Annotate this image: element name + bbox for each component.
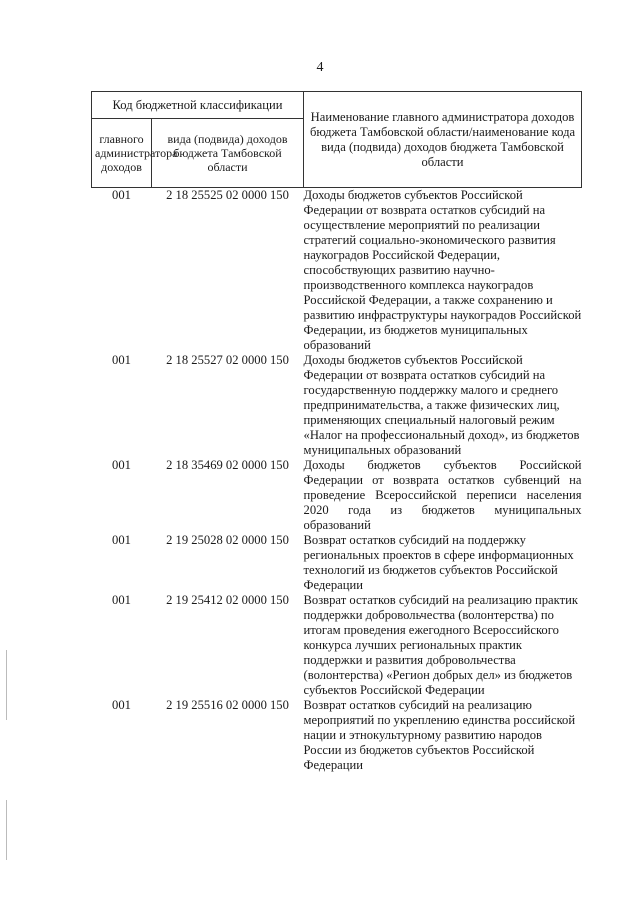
- header-budget-classification-code: Код бюджетной классификации: [92, 92, 304, 119]
- page-number: 4: [316, 60, 324, 75]
- binder-edge-line: [6, 800, 7, 860]
- admin-code-cell: 001: [112, 188, 131, 202]
- revenue-code-cell: 2 18 25525 02 0000 150: [166, 188, 289, 202]
- admin-code-cell: 001: [112, 698, 131, 712]
- revenue-name-cell: Возврат остатков субсидий на поддержку региональных проектов в сфере информационных технологий из бюджетов субъектов Российской Федерации: [303, 533, 574, 592]
- revenue-code-cell: 2 18 25527 02 0000 150: [166, 353, 289, 367]
- revenue-code-cell: 2 18 35469 02 0000 150: [166, 458, 289, 472]
- binder-edge-line: [6, 650, 7, 720]
- revenue-name-cell: Доходы бюджетов субъектов Российской Федерации от возврата остатков субсидий на осуществление мероприятий по реализации стратегий социально-экономического развития наукоградов Российской Федерации, способствующих развитию научно-производственного комплекса наукоградов Российской Федерации, а также сохранению и развитию инфраструктуры наукоградов Российской Федерации, из бюджетов муниципальных образований: [303, 188, 582, 352]
- table-row: [92, 353, 582, 458]
- revenue-code-cell: 2 19 25412 02 0000 150: [166, 593, 289, 607]
- table-row: [92, 698, 582, 773]
- revenue-name-cell: Возврат остатков субсидий на реализацию мероприятий по укреплению единства российской нации и этнокультурному развитию народов России из бюджетов субъектов Российской Федерации: [303, 698, 576, 772]
- admin-code-cell: 001: [112, 353, 131, 367]
- revenue-name-cell: Доходы бюджетов субъектов Российской Федерации от возврата остатков субсидий на государственную поддержку малого и среднего предпринимательства, а также физических лиц, применяющих специальный налоговый режим «Налог на профессиональный доход», из бюджетов муниципальных образований: [303, 353, 580, 457]
- admin-code-cell: 001: [112, 533, 131, 547]
- table-row: [92, 458, 582, 533]
- table-header: [92, 92, 582, 188]
- admin-code-cell: 001: [112, 593, 131, 607]
- table-row: [92, 533, 582, 593]
- revenue-name-cell: Доходы бюджетов субъектов Российской Федерации от возврата остатков субвенций на проведение Всероссийской переписи населения 2020 года из бюджетов муниципальных образований: [303, 458, 582, 532]
- revenue-name-cell: Возврат остатков субсидий на реализацию практик поддержки добровольчества (волонтерства) по итогам проведения ежегодного Всероссийского конкурса лучших региональных практик поддержки и развития добровольчества (волонтерства) «Регион добрых дел» из бюджетов субъектов Российской Федерации: [303, 593, 578, 697]
- revenue-code-cell: 2 19 25028 02 0000 150: [166, 533, 289, 547]
- header-chief-administrator: главного администратора доходов: [92, 119, 152, 188]
- budget-classification-table: [91, 91, 582, 773]
- admin-code-cell: 001: [112, 458, 131, 472]
- table-body: [92, 188, 582, 774]
- header-revenue-type-code: вида (подвида) доходов бюджета Тамбовской области: [152, 119, 304, 188]
- table-row: [92, 593, 582, 698]
- table-row: [92, 188, 582, 354]
- revenue-code-cell: 2 19 25516 02 0000 150: [166, 698, 289, 712]
- header-revenue-name: Наименование главного администратора доходов бюджета Тамбовской области/наименование кода вида (подвида) доходов бюджета Тамбовской области: [304, 92, 582, 188]
